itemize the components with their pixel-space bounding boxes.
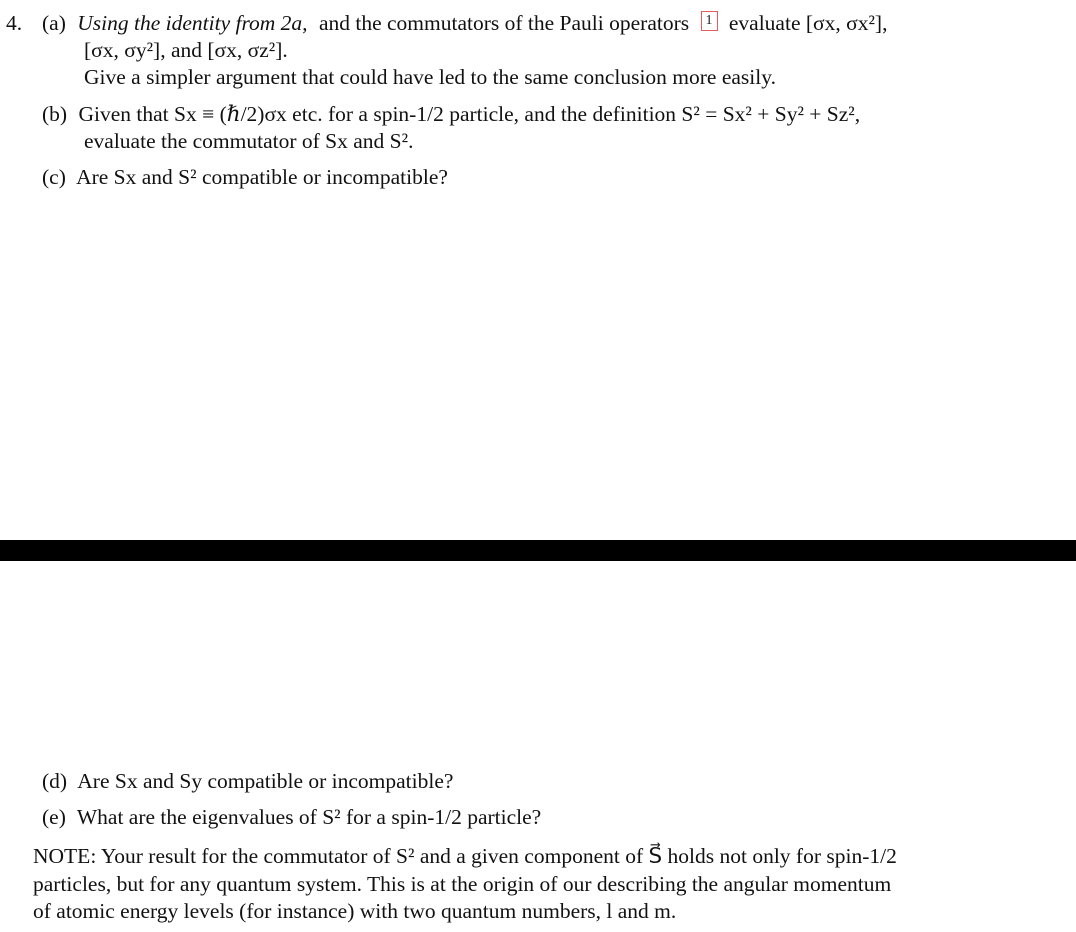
part-d-line — [42, 768, 459, 794]
part-a-line-2: [σx, σy²], and [σx, σz²]. — [84, 38, 288, 62]
part-d-label: (d) — [42, 769, 68, 793]
part-a-italic-intro: Using the identity from 2a, — [77, 11, 308, 35]
part-e-line — [42, 804, 547, 830]
footnote-reference-link[interactable]: 1 — [701, 11, 718, 31]
part-e-label: (e) — [42, 805, 66, 829]
note-line-3: of atomic energy levels (for instance) with two quantum numbers, l and m. — [33, 899, 677, 923]
part-b-text: Given that Sx ≡ (ℏ/2)σx etc. for a spin-1/2 particle, and the definition S² = Sx² + Sy² + Sz², — [78, 102, 861, 126]
part-c-line — [42, 164, 454, 190]
part-c-label: (c) — [42, 165, 66, 189]
part-a-intro-text: and the commutators of the Pauli operators — [318, 11, 690, 35]
part-a-label: (a) — [42, 11, 66, 35]
part-a-line-3: Give a simpler argument that could have led to the same conclusion more easily. — [84, 65, 776, 89]
question-number: 4. — [6, 11, 23, 35]
redaction-bar — [0, 540, 1076, 561]
part-a-line-1 — [42, 10, 893, 36]
part-c-text: Are Sx and S² compatible or incompatible? — [76, 165, 448, 189]
part-b-label: (b) — [42, 102, 68, 126]
part-e-text: What are the eigenvalues of S² for a spin-1/2 particle? — [76, 805, 542, 829]
note-line-2: particles, but for any quantum system. This is at the origin of our describing the angular momentum — [33, 872, 892, 896]
part-b-line-1 — [42, 101, 866, 127]
note-line-1: NOTE: Your result for the commutator of S² and a given component of S⃗ holds not only for spin-1/2 — [33, 844, 897, 868]
part-d-text: Are Sx and Sy compatible or incompatible? — [77, 769, 454, 793]
part-a-evaluate-text: evaluate [σx, σx²], — [728, 11, 888, 35]
part-b-line-2: evaluate the commutator of Sx and S². — [84, 129, 414, 153]
